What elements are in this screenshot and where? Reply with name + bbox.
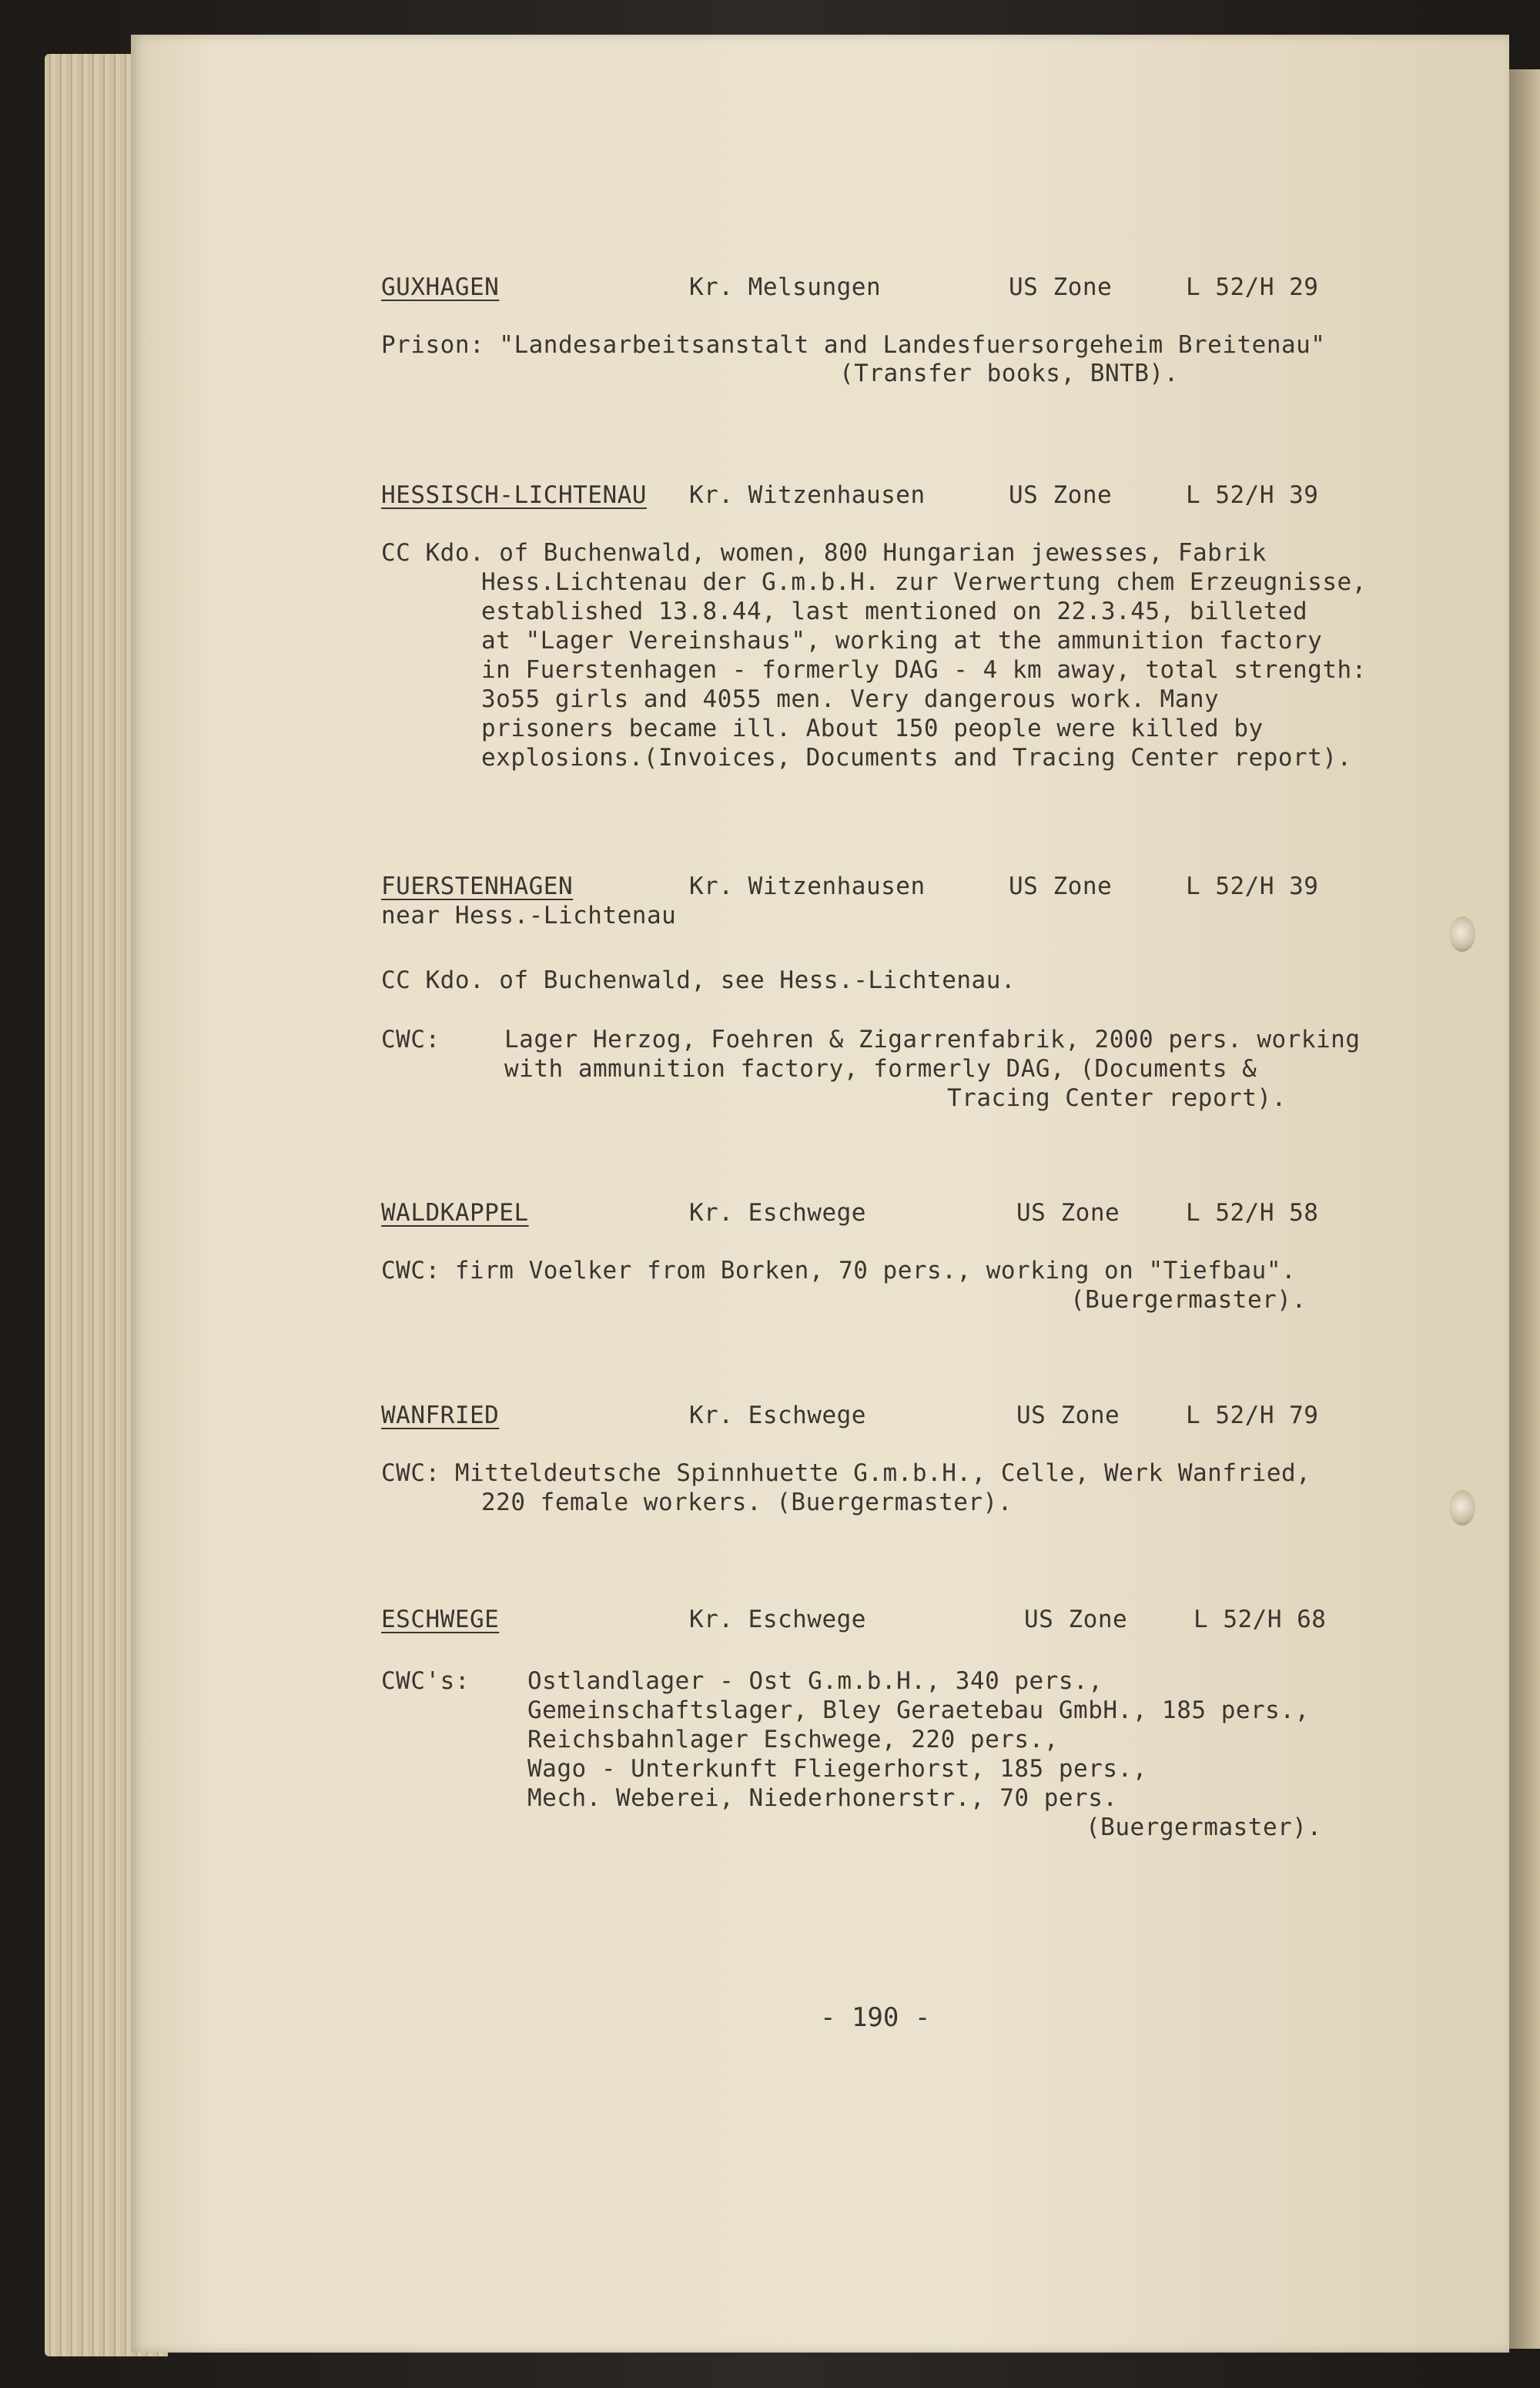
entry-text-line: CC Kdo. of Buchenwald, women, 800 Hungarian jewesses, Fabrik — [381, 539, 1267, 567]
entry-ref: L 52/H 68 — [1194, 1606, 1327, 1633]
entry-name: WALDKAPPEL — [381, 1199, 529, 1227]
entry-text-line: (Buergermaster). — [1070, 1286, 1307, 1314]
entry-text-line: Ostlandlager - Ost G.m.b.H., 340 pers., — [527, 1667, 1103, 1695]
entry-subname: near Hess.-Lichtenau — [381, 902, 677, 929]
entry-text-line: Gemeinschaftslager, Bley Geraetebau GmbH., 185 pers., — [527, 1696, 1310, 1724]
entry-text-line: with ammunition factory, formerly DAG, (Documents & — [504, 1055, 1257, 1083]
entry-text-line: CC Kdo. of Buchenwald, see Hess.-Lichtenau. — [381, 966, 1016, 994]
entry-text-line: Tracing Center report). — [947, 1084, 1287, 1112]
entry-zone: US Zone — [1016, 1402, 1120, 1429]
entry-text-line: Lager Herzog, Foehren & Zigarrenfabrik, 2000 pers. working — [504, 1026, 1361, 1053]
entry-text-line: established 13.8.44, last mentioned on 22.3.45, billeted — [481, 598, 1308, 625]
entry-zone: US Zone — [1016, 1199, 1120, 1227]
entry-district: Kr. Witzenhausen — [689, 481, 926, 509]
entry-label: CWC's: — [381, 1667, 470, 1695]
entry-name: HESSISCH-LICHTENAU — [381, 481, 647, 509]
entry-zone: US Zone — [1009, 481, 1113, 509]
entry-text-line: CWC: firm Voelker from Borken, 70 pers., working on "Tiefbau". — [381, 1257, 1297, 1284]
entry-text-line: at "Lager Vereinshaus", working at the ammunition factory — [481, 627, 1323, 655]
entry-text-line: 220 female workers. (Buergermaster). — [481, 1489, 1013, 1516]
entry-district: Kr. Eschwege — [689, 1606, 866, 1633]
entry-name: WANFRIED — [381, 1402, 500, 1429]
entry-text-line: (Transfer books, BNTB). — [839, 360, 1179, 387]
entry-name: FUERSTENHAGEN — [381, 872, 574, 900]
entry-ref: L 52/H 39 — [1186, 872, 1319, 900]
entry-ref: L 52/H 58 — [1186, 1199, 1319, 1227]
entry-text-line: Hess.Lichtenau der G.m.b.H. zur Verwertung chem Erzeugnisse, — [481, 568, 1367, 596]
entry-district: Kr. Melsungen — [689, 273, 882, 301]
entry-zone: US Zone — [1009, 273, 1113, 301]
entry-ref: L 52/H 79 — [1186, 1402, 1319, 1429]
entry-text-line: CWC: Mitteldeutsche Spinnhuette G.m.b.H., Celle, Werk Wanfried, — [381, 1459, 1311, 1487]
entry-text-line: Reichsbahnlager Eschwege, 220 pers., — [527, 1726, 1059, 1753]
entry-district: Kr. Eschwege — [689, 1402, 866, 1429]
entry-ref: L 52/H 29 — [1186, 273, 1319, 301]
entry-name: ESCHWEGE — [381, 1606, 500, 1633]
entry-text-line: prisoners became ill. About 150 people were killed by — [481, 715, 1264, 742]
entry-district: Kr. Eschwege — [689, 1199, 866, 1227]
entry-district: Kr. Witzenhausen — [689, 872, 926, 900]
entry-text-line: (Buergermaster). — [1086, 1814, 1322, 1841]
entry-text-line: in Fuerstenhagen - formerly DAG - 4 km away, total strength: — [481, 656, 1367, 684]
entry-zone: US Zone — [1009, 872, 1113, 900]
entry-text-line: Prison: "Landesarbeitsanstalt and Landesfuersorgeheim Breitenau" — [381, 331, 1326, 359]
entry-name: GUXHAGEN — [381, 273, 500, 301]
entry-text-line: Mech. Weberei, Niederhonerstr., 70 pers. — [527, 1784, 1118, 1812]
entry-zone: US Zone — [1024, 1606, 1128, 1633]
document-page — [131, 35, 1509, 2353]
entry-text-line: 3o55 girls and 4055 men. Very dangerous work. Many — [481, 685, 1220, 713]
entry-label: CWC: — [381, 1026, 440, 1053]
entry-text-line: explosions.(Invoices, Documents and Tracing Center report). — [481, 744, 1352, 772]
typewritten-text — [131, 35, 1509, 2353]
entry-ref: L 52/H 39 — [1186, 481, 1319, 509]
entry-text-line: Wago - Unterkunft Fliegerhorst, 185 pers., — [527, 1755, 1147, 1783]
page-number: - 190 - — [820, 2002, 931, 2033]
facing-page-edge — [1505, 69, 1540, 2349]
